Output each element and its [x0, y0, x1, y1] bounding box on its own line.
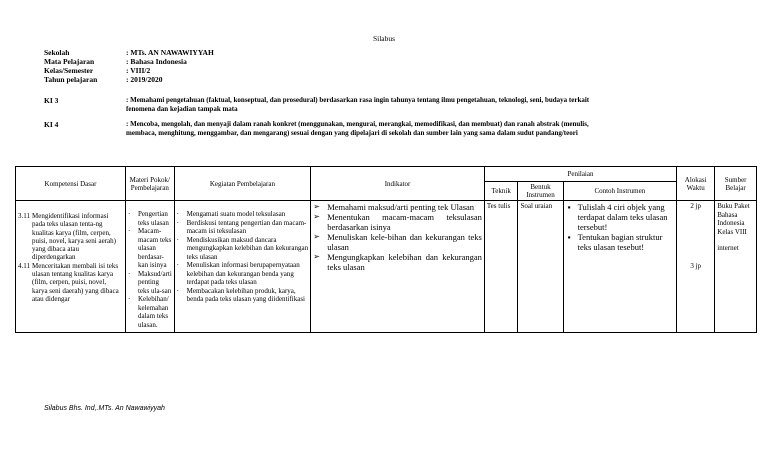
ki3-text: : Memahami pengetahuan (faktual, konseptual, dan prosedural) berdasarkan rasa ingin tahunya tentang ilmu pengetahuan, teknologi, seni, budaya terkait fenomena dan kejadian tampak mata	[126, 96, 590, 113]
footer-text: Silabus Bhs. Ind,.MTs. An Nawawiyyah	[44, 405, 165, 412]
cell-alokasi	[677, 201, 715, 333]
kd-item: 4.11 Menceritakan membali isi teks ulasan tentang kualitas karya (film, cerpen, puisi, novel, karya seni daerah) yang dibaca atau didengar	[18, 261, 119, 303]
materi-item: · Kelebihan/ kelemahan dalam teks ulasan.	[128, 295, 172, 329]
header-sumber: Sumber Belajar	[715, 167, 757, 201]
header-penilaian: Penilaian	[484, 167, 676, 182]
ki4-text: : Mencoba, mengolah, dan menyaji dalam ranah konkret (menggunakan, mengurai, merangkai, memodifikasi, dan membuat) dan ranah abstrak (menulis, membaca, menghitung, menggambar, dan mengarang) sesuai dengan yang dipelajari di sekolah dan sumber lain yang sama dalam sudut pandang/teori	[126, 120, 589, 137]
cell-materi	[125, 201, 174, 333]
materi-item: · Pengertian teks ulasan	[128, 210, 172, 227]
contoh-item: ▪ Tulislah 4 ciri objek yang terdapat dalam teks ulasan tersebut!	[566, 202, 674, 232]
info-kelas: Kelas/Semester : VIII/2	[44, 66, 151, 75]
cell-contoh	[563, 201, 676, 333]
alokasi-value: 3 jp	[690, 262, 702, 270]
alokasi-value: 2 jp	[690, 202, 702, 210]
info-sekolah: Sekolah : MTs. AN NAWAWIYYAH	[44, 48, 214, 57]
indikator-item: ➢ Menuliskan kele-bihan dan kekurangan teks ulasan	[313, 232, 482, 252]
header-bentuk: Bentuk Instrumen	[518, 182, 563, 201]
kd-item: 3.11 Mengidentifikasi informasi pada teks ulasan tenta-ng kualitas karya (film, cerpen, puisi, novel, karya seni aerah) yang dibaca atau diperdengarkan	[18, 212, 116, 262]
info-tahun: Tahun pelajaran : 2019/2020	[44, 75, 163, 84]
info-mapel: Mata Pelajaran : Bahasa Indonesia	[44, 57, 187, 66]
indikator-item: ➢ Menentukan macam-macam teksulasan berdasarkan isinya	[313, 212, 482, 232]
sumber-item: Buku Paket Bahasa Indonesia Kelas VIII	[717, 202, 750, 236]
kegiatan-item: · Menuliskan informasi berupapernyataan kelebihan dan kekurangan benda yang terdapat pada teks ulasan	[177, 261, 309, 287]
header-kompetensi: Kompetensi Dasar	[16, 167, 126, 201]
header-contoh: Contoh Instrumen	[563, 182, 676, 201]
silabus-table	[15, 166, 757, 333]
cell-bentuk: Soal uraian	[518, 201, 563, 333]
header-kegiatan: Kegiatan Pembelajaran	[174, 167, 311, 201]
kegiatan-item: · Mengamati suatu model teksulasan	[177, 210, 309, 219]
header-alokasi: Alokasi Waktu	[677, 167, 715, 201]
kegiatan-item: · Berdiskusi tentang pengertian dan macam-macam isi teksulasan	[177, 219, 309, 236]
contoh-item: ▪ Tentukan bagian struktur teks ulasan tesebut!	[566, 232, 674, 252]
page-title: Silabus	[372, 34, 396, 43]
kegiatan-item: · Membacakan kelebihan produk, karya, benda pada teks ulasan yang diidentifikasi	[177, 287, 309, 304]
indikator-item: ➢ Mengungkapkan kelebihan dan kekurangan teks ulasan	[313, 252, 482, 272]
ki4-label: KI 4	[44, 120, 59, 129]
materi-item: · Macam-macam teks ulasan berdasar-kan isinya	[128, 227, 172, 270]
cell-kompetensi	[16, 201, 126, 333]
header-materi: Materi Pokok/ Pembelajaran	[125, 167, 174, 201]
ki3-label: KI 3	[44, 96, 59, 105]
header-teknik: Teknik	[484, 182, 518, 201]
kegiatan-item: · Mendiskusikan maksud dancara mengungkapkan kelebihan dan kekurangan teks ulasan	[177, 236, 309, 262]
indikator-item: ➢ Memahami maksud/arti penting tek Ulasan	[313, 202, 482, 212]
cell-sumber	[715, 201, 757, 333]
header-indikator: Indikator	[311, 167, 485, 201]
sumber-item: internet	[717, 244, 739, 252]
cell-kegiatan	[174, 201, 311, 333]
materi-item: · Maksud/arti penting teks ula-san	[128, 270, 172, 296]
cell-teknik: Tes tulis	[484, 201, 518, 333]
cell-indikator	[311, 201, 485, 333]
